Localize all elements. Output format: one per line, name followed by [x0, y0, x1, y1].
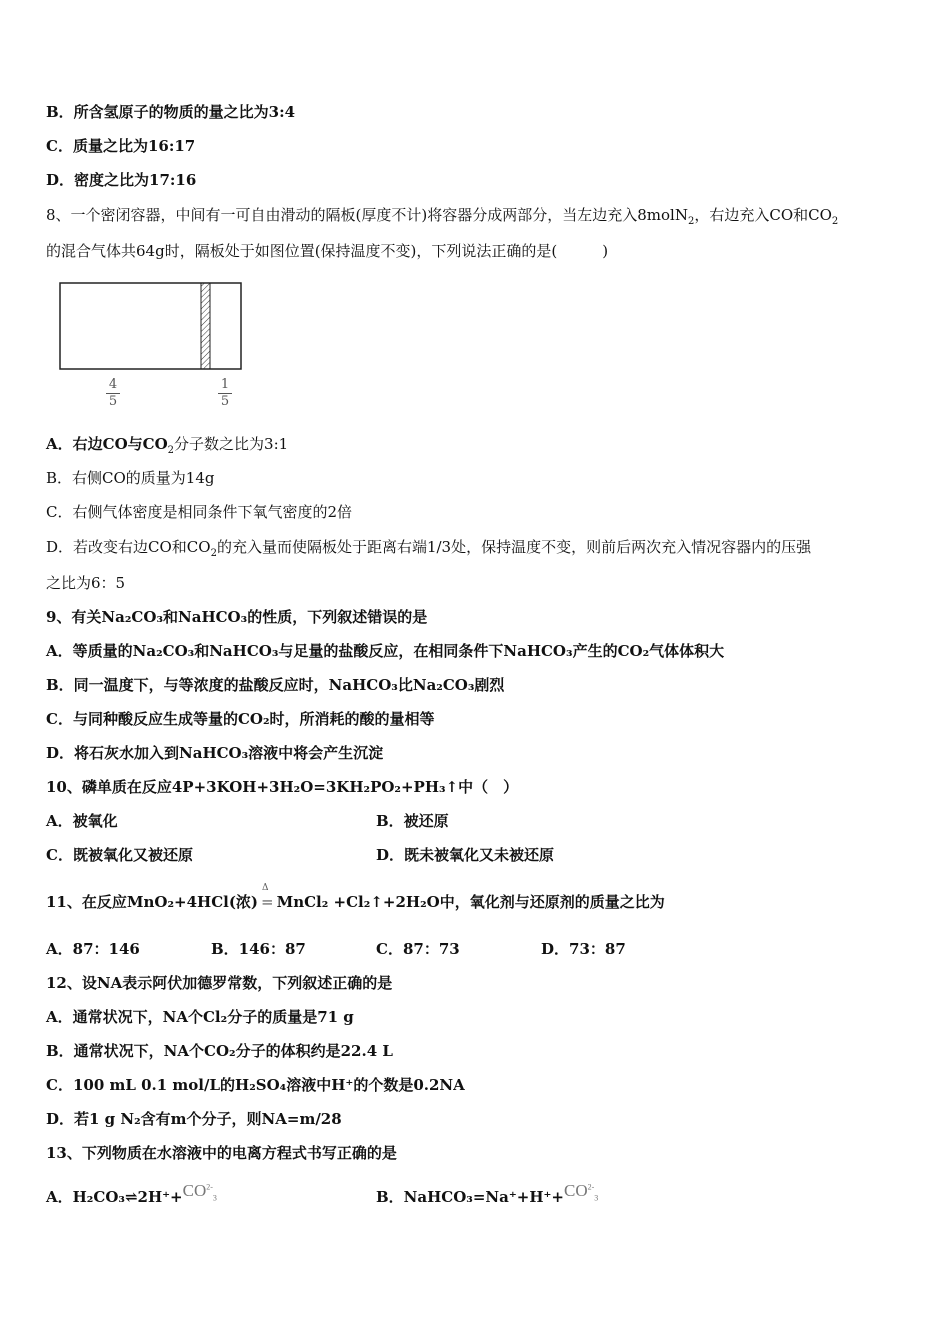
q8-option-a: A．右边CO与$CO_2$分子数之比为3:1	[46, 435, 289, 456]
q8-stem-line1: 8、一个密闭容器，中间有一可自由滑动的隔板(厚度不计)将容器分成两部分，当左边充入8molN$_2$，右边充入CO和$CO_2$	[46, 206, 839, 227]
q8-option-b: B．右侧CO的质量为14g	[46, 469, 215, 487]
q8-stem-line2: 的混合气体共64g时，隔板处于如图位置(保持温度不变)，下列说法正确的是( )	[46, 242, 609, 260]
q10-option-b: B．被还原	[376, 812, 449, 830]
q9-option-a: A．等质量的Na₂CO₃和NaHCO₃与足量的盐酸反应，在相同条件下NaHCO₃产生的CO₂气体体积大	[46, 642, 725, 660]
fraction-right: 1 5	[218, 378, 232, 409]
q8-option-c: C．右侧气体密度是相同条件下氧气密度的2倍	[46, 503, 353, 521]
q11-option-b: B．146：87	[211, 940, 306, 958]
carbonate-ion: $CO^{2-}_3$	[564, 1181, 599, 1203]
q10-stem: 10、磷单质在反应4P+3KOH+3H₂O=3KH₂PO₂+PH₃↑中（ ）	[46, 778, 519, 796]
q7-option-c: C．质量之比为16:17	[46, 137, 196, 155]
q12-option-c: C．100 mL 0.1 mol/L的H₂SO₄溶液中H⁺的个数是0.2NA	[46, 1076, 465, 1094]
q13-option-b: B．$NaHCO_3=Na^++H^++CO^{2-}_3$	[376, 1181, 599, 1206]
q8-option-d: D．若改变右边CO和$CO_2$的充入量而使隔板处于距离右端1/3处，保持温度不变，则前后两次充入情况容器内的压强	[46, 538, 812, 559]
q12-option-b: B．通常状况下，NA个CO₂分子的体积约是22.4 L	[46, 1042, 393, 1060]
q9-option-c: C．与同种酸反应生成等量的CO₂时，所消耗的酸的量相等	[46, 710, 435, 728]
q9-stem: 9、有关Na₂CO₃和NaHCO₃的性质，下列叙述错误的是	[46, 608, 428, 626]
q9-option-b: B．同一温度下，与等浓度的盐酸反应时，NaHCO₃比Na₂CO₃剧烈	[46, 676, 505, 694]
heating-delta: Δ	[262, 883, 269, 893]
container-box	[60, 283, 241, 369]
q13-option-a: A．$H_2CO_3\rightleftharpoons 2H^++CO^{2-}_3$	[46, 1181, 217, 1206]
q12-option-d: D．若1 g N₂含有m个分子，则NA=m/28	[46, 1110, 342, 1128]
q11-option-d: D．73：87	[541, 940, 626, 958]
fraction-left: 4 5	[106, 378, 120, 409]
q8-option-d-cont: 之比为6：5	[46, 574, 126, 592]
q10-option-a: A．被氧化	[46, 812, 118, 830]
partition-board	[201, 283, 210, 369]
q11-option-c: C．87：73	[376, 940, 460, 958]
q9-option-d: D．将石灰水加入到NaHCO₃溶液中将会产生沉淀	[46, 744, 384, 762]
q12-option-a: A．通常状况下，NA个Cl₂分子的质量是71 g	[46, 1008, 354, 1026]
q7-option-b: B．所含氢原子的物质的量之比为3:4	[46, 103, 296, 121]
q12-stem: 12、设NA表示阿伏加德罗常数，下列叙述正确的是	[46, 974, 393, 992]
q11-stem: 11、在反应MnO₂+4HCl(浓) Δ = MnCl₂ +Cl₂↑+2H₂O中，氧化剂与还原剂的质量之比为	[46, 892, 665, 912]
q10-option-d: D．既未被氧化又未被还原	[376, 846, 555, 864]
q7-option-d: D．密度之比为17:16	[46, 171, 197, 189]
q11-option-a: A．87：146	[46, 940, 140, 958]
q13-stem: 13、下列物质在水溶液中的电离方程式书写正确的是	[46, 1144, 397, 1162]
q10-option-c: C．既被氧化又被还原	[46, 846, 193, 864]
carbonate-ion: $CO^{2-}_3$	[182, 1181, 217, 1203]
